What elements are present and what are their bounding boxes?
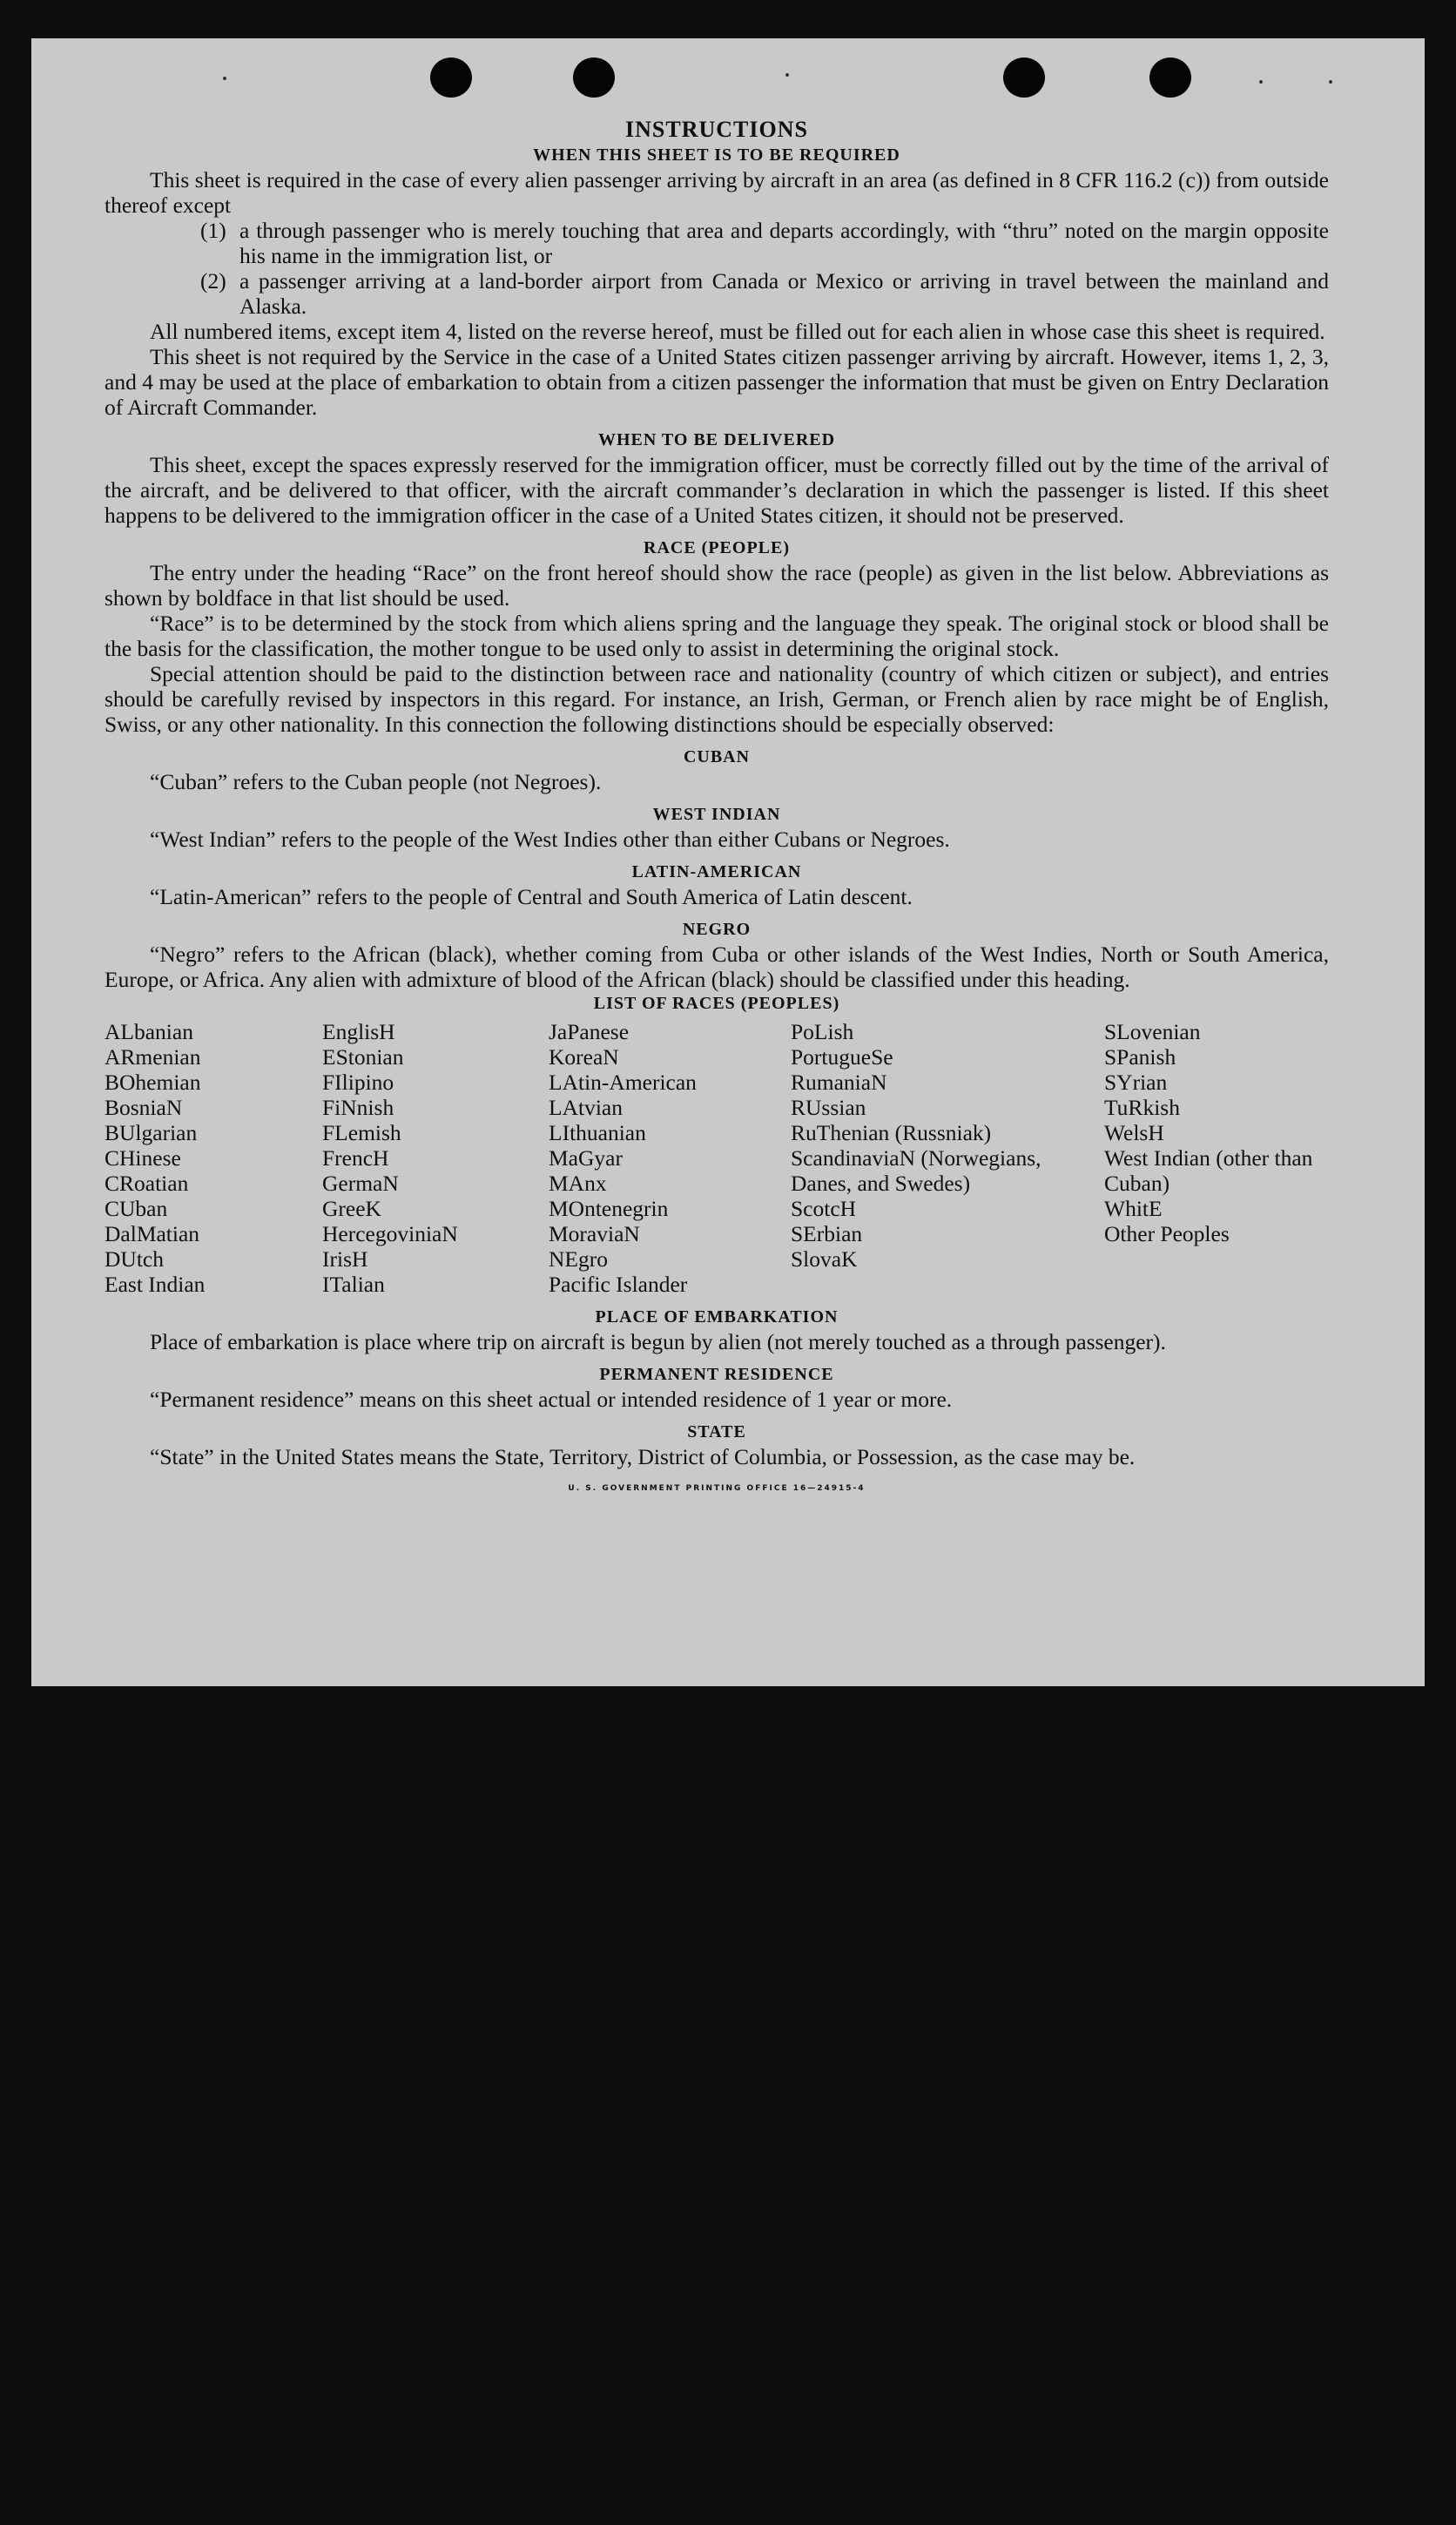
race-entry: SPanish [1104,1044,1176,1070]
heading-residence: PERMANENT RESIDENCE [599,1365,834,1384]
race-entry: ScandinaviaN (Norwegians, Danes, and Swedes) [791,1145,1041,1196]
race-entry: CHinese [104,1145,181,1171]
race-entry: Other Peoples [1104,1221,1230,1246]
list-item [200,218,1329,268]
race-entry: LAtvian [549,1095,623,1120]
heading-latin-american: LATIN-AMERICAN [631,862,802,881]
printer-imprint: U. S. GOVERNMENT PRINTING OFFICE 16—24915-4 [568,1484,866,1493]
race-entry: WhitE [1104,1196,1163,1221]
race-entry: CRoatian [104,1171,189,1196]
race-entry: SYrian [1104,1070,1168,1095]
paragraph: This sheet is not required by the Service in the case of a United States citizen passenger arriving by aircraft. However, items 1, 2, 3, and 4 may be used at the place of embarkation to obtain from a citizen passenger the information that must be given on Entry Declaration of Aircraft Commander. [104,344,1329,420]
races-column [104,1019,322,1297]
race-entry: MaGyar [549,1145,623,1171]
races-column [322,1019,549,1297]
race-entry: GermaN [322,1171,399,1196]
punch-hole [430,57,472,98]
race-entry: LIthuanian [549,1120,646,1145]
races-column [1104,1019,1331,1297]
race-entry: SErbian [791,1221,863,1246]
race-entry: HercegoviniaN [322,1221,458,1246]
paragraph: “Race” is to be determined by the stock from which aliens spring and the language they speak. The original stock or blood shall be the basis for the classification, the mother tongue to be used only to assist in determining the original stock. [104,611,1329,661]
race-entry: IrisH [322,1246,368,1272]
race-entry: DUtch [104,1246,164,1272]
race-entry: NEgro [549,1246,608,1272]
paragraph: “Negro” refers to the African (black), whether coming from Cuba or other islands of the West Indies, North or South America, Europe, or Africa. Any alien with admixture of blood of the African (black) should be classified under this heading. [104,942,1329,992]
race-entry: ALbanian [104,1019,193,1044]
paragraph: Special attention should be paid to the distinction between race and nationality (country of which citizen or subject), and entries should be carefully revised by inspectors in this regard. For instance, an Irish, German, or French alien by race might be of English, Swiss, or any other nationality. In this connection the following distinctions should be especially observed: [104,661,1329,737]
race-entry: GreeK [322,1196,381,1221]
race-entry: FLemish [322,1120,401,1145]
race-entry: Pacific Islander [549,1272,688,1297]
punch-hole [573,57,615,98]
race-entry: ScotcH [791,1196,857,1221]
heading-race: RACE (PEOPLE) [644,538,790,557]
document-sheet [31,38,1425,1686]
race-entry: LAtin-American [549,1070,697,1095]
race-entry: FiNnish [322,1095,394,1120]
races-column [791,1019,1104,1297]
speck [1329,80,1332,84]
races-list [104,1019,1329,1297]
race-entry: BOhemian [104,1070,201,1095]
paragraph: “Cuban” refers to the Cuban people (not Negroes). [150,769,602,794]
race-entry: FrencH [322,1145,389,1171]
race-entry: RumaniaN [791,1070,887,1095]
race-entry: PortugueSe [791,1044,893,1070]
race-entry: EnglisH [322,1019,395,1044]
heading-west-indian: WEST INDIAN [652,805,781,824]
paragraph: All numbered items, except item 4, listed on the reverse hereof, must be filled out for each alien in whose case this sheet is required. [150,319,1325,344]
race-entry: KoreaN [549,1044,619,1070]
heading-when-delivered: WHEN TO BE DELIVERED [597,430,836,449]
paragraph: Place of embarkation is place where trip on aircraft is begun by alien (not merely touched as a through passenger). [150,1329,1166,1354]
race-entry: SLovenian [1104,1019,1201,1044]
item-text: a through passenger who is merely touching that area and departs accordingly, with “thru” noted on the margin opposite his name in the immigration list, or [239,218,1329,268]
paragraph: “Latin-American” refers to the people of Central and South America of Latin descent. [150,884,913,909]
race-entry: ITalian [322,1272,385,1297]
item-number: (2) [200,268,226,294]
page-title: INSTRUCTIONS [625,117,808,142]
race-entry: WelsH [1104,1120,1164,1145]
heading-when-required: WHEN THIS SHEET IS TO BE REQUIRED [533,145,900,165]
item-number: (1) [200,218,226,243]
paragraph: “West Indian” refers to the people of the West Indies other than either Cubans or Negroes. [150,827,950,852]
heading-list-of-races: LIST OF RACES (PEOPLES) [593,994,840,1013]
heading-state: STATE [687,1422,746,1441]
paragraph: This sheet, except the spaces expressly reserved for the immigration officer, must be correctly filled out by the time of the arrival of the aircraft, and be delivered to that officer, with the aircraft commander’s declaration in which the passenger is listed. If this sheet happens to be delivered to the immigration officer in the case of a United States citizen, it should not be preserved. [104,452,1329,528]
race-entry: RuThenian (Russniak) [791,1120,992,1145]
race-entry: SlovaK [791,1246,858,1272]
heading-embarkation: PLACE OF EMBARKATION [595,1307,839,1327]
race-entry: East Indian [104,1272,206,1297]
race-entry: BosniaN [104,1095,183,1120]
speck [223,77,226,80]
race-entry: CUban [104,1196,168,1221]
race-entry: EStonian [322,1044,404,1070]
paragraph: The entry under the heading “Race” on the front hereof should show the race (people) as given in the list below. Abbreviations as shown by boldface in that list should be used. [104,560,1329,611]
heading-negro: NEGRO [682,920,752,939]
speck [1259,80,1263,84]
race-entry: FIlipino [322,1070,394,1095]
punch-hole [1003,57,1045,98]
exception-list [200,218,1329,319]
race-entry: ARmenian [104,1044,201,1070]
heading-cuban: CUBAN [683,747,751,766]
race-entry: TuRkish [1104,1095,1180,1120]
paragraph: “State” in the United States means the State, Territory, District of Columbia, or Possession, as the case may be. [150,1444,1136,1469]
races-column [549,1019,791,1297]
speck [785,73,789,77]
race-entry: RUssian [791,1095,866,1120]
paragraph: “Permanent residence” means on this sheet actual or intended residence of 1 year or more. [150,1387,953,1412]
race-entry: PoLish [791,1019,854,1044]
race-entry: MOntenegrin [549,1196,669,1221]
race-entry: DalMatian [104,1221,200,1246]
race-entry: MAnx [549,1171,607,1196]
race-entry: West Indian (other than Cuban) [1104,1145,1313,1196]
race-entry: JaPanese [549,1019,630,1044]
punch-hole [1149,57,1191,98]
item-text: a passenger arriving at a land-border airport from Canada or Mexico or arriving in travel between the mainland and Alaska. [239,268,1329,319]
race-entry: MoraviaN [549,1221,640,1246]
race-entry: BUlgarian [104,1120,198,1145]
paragraph: This sheet is required in the case of every alien passenger arriving by aircraft in an area (as defined in 8 CFR 116.2 (c)) from outside thereof except [104,167,1329,218]
list-item [200,268,1329,319]
